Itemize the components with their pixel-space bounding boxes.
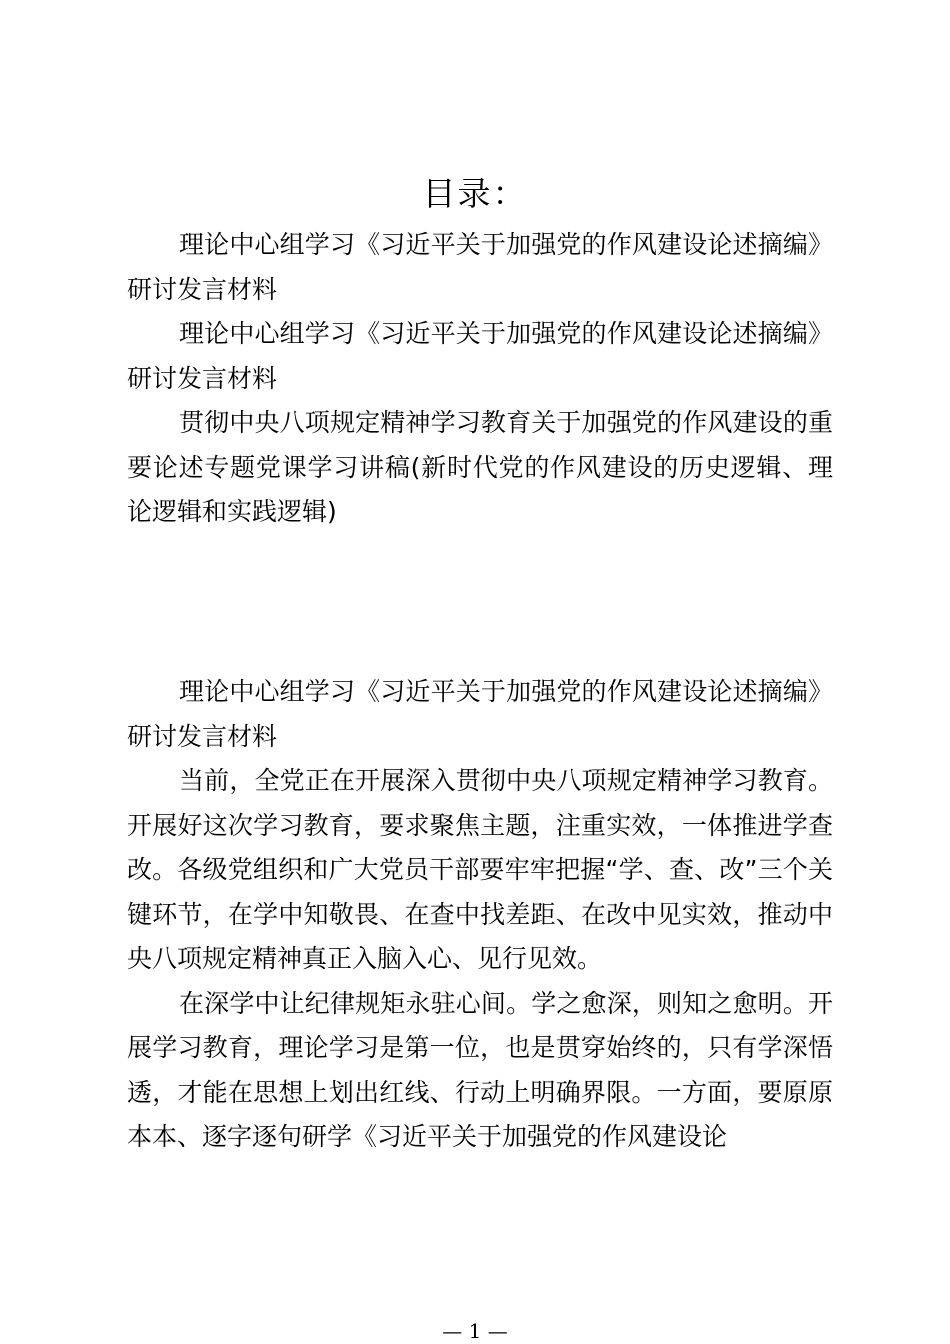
toc-title: 目录： bbox=[422, 174, 528, 213]
table-of-contents bbox=[127, 223, 833, 535]
article-paragraph: 当前，全党正在开展深入贯彻中央八项规定精神学习教育。开展好这次学习教育，要求聚焦主题，注重实效，一体推进学查改。各级党组织和广大党员干部要牢牢把握“学、查、改”三个关键环节，在学中知敬畏、在查中找差距、在改中见实效，推动中央八项规定精神真正入脑入心、见行见效。 bbox=[127, 766, 833, 973]
article-heading: 理论中心组学习《习近平关于加强党的作风建设论述摘编》研讨发言材料 bbox=[127, 677, 833, 751]
page-number: — 1 — bbox=[442, 1319, 508, 1343]
article-body bbox=[127, 670, 833, 1160]
toc-item[interactable]: 理论中心组学习《习近平关于加强党的作风建设论述摘编》研讨发言材料 bbox=[127, 319, 833, 393]
toc-item[interactable]: 贯彻中央八项规定精神学习教育关于加强党的作风建设的重要论述专题党课学习讲稿(新时代党的作风建设的历史逻辑、理论逻辑和实践逻辑) bbox=[127, 408, 833, 526]
article-paragraph: 在深学中让纪律规矩永驻心间。学之愈深，则知之愈明。开展学习教育，理论学习是第一位，也是贯穿始终的，只有学深悟透，才能在思想上划出红线、行动上明确界限。一方面，要原原本本、逐字逐句研学《习近平关于加强党的作风建设论 bbox=[127, 988, 833, 1151]
toc-item[interactable]: 理论中心组学习《习近平关于加强党的作风建设论述摘编》研讨发言材料 bbox=[127, 230, 833, 304]
